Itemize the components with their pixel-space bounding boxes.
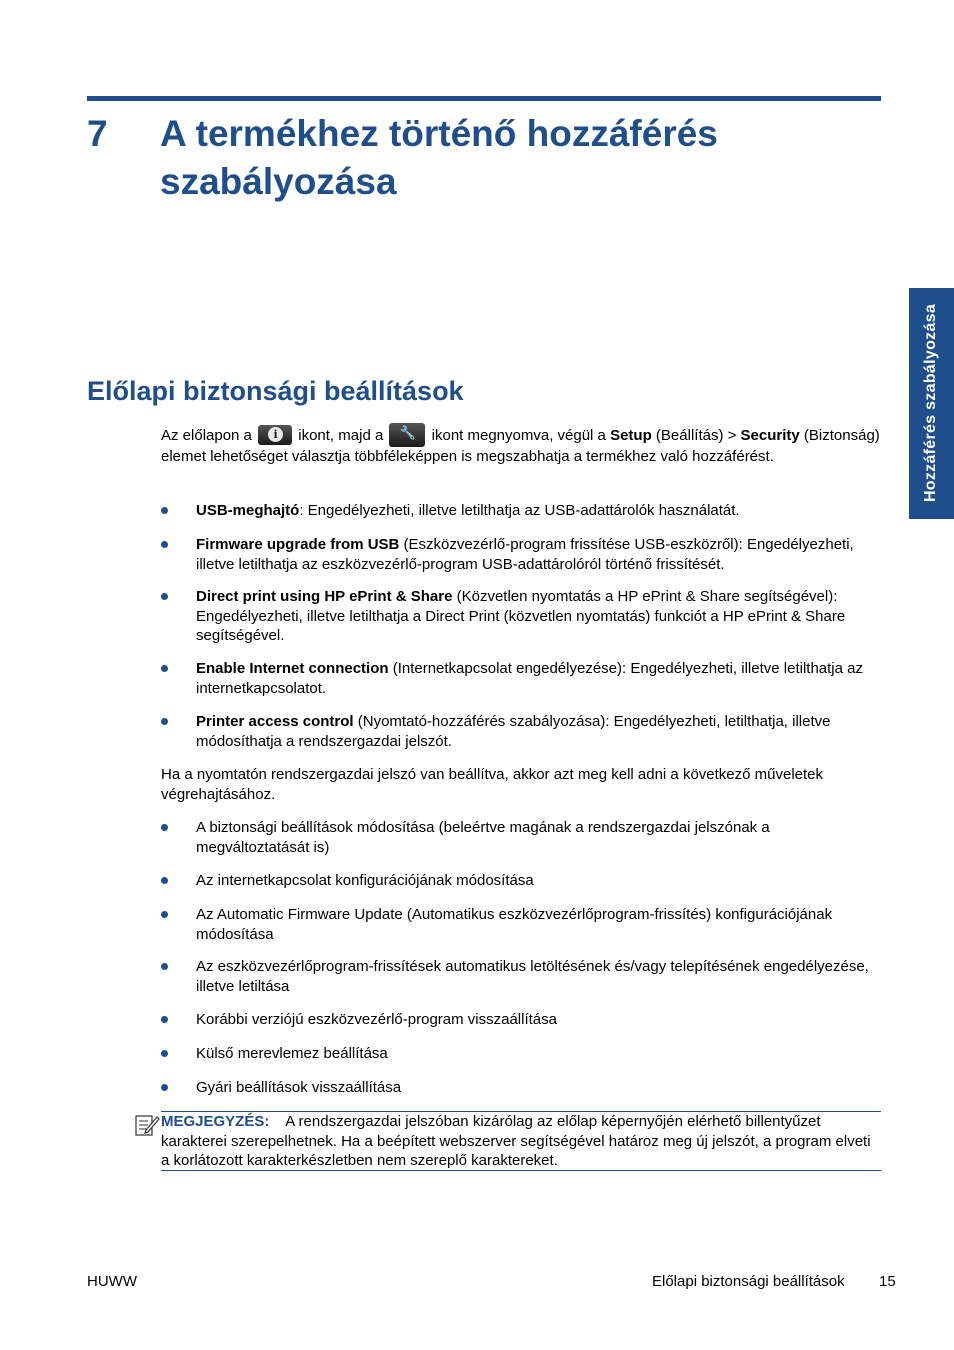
bullet-bold: USB-meghajtó (196, 502, 300, 519)
note-label: MEGJEGYZÉS: (161, 1113, 270, 1130)
bullet-text: Külső merevlemez beállítása (196, 1045, 388, 1062)
chapter-top-rule (87, 96, 881, 101)
bullet-dot (161, 824, 168, 831)
intro-setup: Setup (610, 427, 652, 444)
note (161, 1112, 881, 1171)
bullet-dot (161, 1050, 168, 1057)
bullet-text: Az eszközvezérlőprogram-frissítések automatikus letöltésének és/vagy telepítésének engedélyezése, illetve letiltása (196, 958, 869, 995)
bullet-dot (161, 593, 168, 600)
bullet-text: Az Automatic Firmware Update (Automatikus eszközvezérlőprogram-frissítés) konfigurációjának módosítása (196, 906, 833, 943)
bullet-dot (161, 718, 168, 725)
note-bottom-rule (161, 1170, 881, 1171)
bullet-bold: Printer access control (196, 713, 354, 730)
intro-security: Security (740, 427, 800, 444)
bullet-dot (161, 665, 168, 672)
wrench-icon (389, 423, 425, 447)
chapter-title-line-1: A termékhez történő hozzáférés (160, 113, 718, 154)
side-tab (909, 288, 954, 519)
bullet-text: Gyári beállítások visszaállítása (196, 1079, 402, 1096)
bullet-bold: Enable Internet connection (196, 660, 389, 677)
bullet-text: (Közvetlen nyomtatás a HP ePrint & Share segítségével): Engedélyezheti, illetve letilthatja a Direct Print (közvetlen nyomtatás) funkciót a HP ePrint & Share segítségével. (196, 588, 846, 644)
bullet-dot (161, 877, 168, 884)
bullet-text: (Nyomtató-hozzáférés szabályozása): Engedélyezheti, letilthatja, illetve módosíthatja a rendszergazdai jelszót. (196, 713, 831, 750)
intro-text-2: ikont, majd a (298, 427, 384, 444)
bullet-text: : Engedélyezheti, illetve letilthatja az USB-adattárolók használatát. (299, 502, 740, 519)
chapter-title (160, 110, 860, 206)
info-icon (258, 425, 292, 445)
bullet-dot (161, 1084, 168, 1091)
bullet-text: Az internetkapcsolat konfigurációjának módosítása (196, 872, 534, 889)
bullet-text: A biztonsági beállítások módosítása (beleértve magának a rendszergazdai jelszónak a megváltoztatását is) (196, 819, 770, 856)
bullet-dot (161, 911, 168, 918)
bullet-dot (161, 507, 168, 514)
paragraph-admin-password: Ha a nyomtatón rendszergazdai jelszó van beállítva, akkor azt meg kell adni a következő műveletek végrehajtásához. (161, 766, 824, 803)
section-title: Előlapi biztonsági beállítások (87, 376, 464, 406)
side-tab-label: Hozzáférés szabályozása (922, 303, 939, 503)
bullet-dot (161, 541, 168, 548)
intro-text-5: (Biztonság) elemet lehetőséget választja többféleképpen is megszabhatja a termékhez való hozzáférést. (161, 427, 880, 465)
bullet-text: (Internetkapcsolat engedélyezése): Engedélyezheti, illetve letilthatja az internetkapcsolatot. (196, 660, 863, 697)
footer-page-number: 15 (879, 1273, 896, 1290)
intro-text-1: Az előlapon a (161, 427, 252, 444)
intro-text-3: ikont megnyomva, végül a (431, 427, 606, 444)
footer-section: Előlapi biztonsági beállítások (652, 1273, 845, 1290)
note-text: A rendszergazdai jelszóban kizárólag az előlap képernyőjén elérhető billentyűzet karakterei szerepelhetnek. Ha a beépített webszerver segítségével határoz meg új jelszót, a program elveti a korlátozott karakterkészletben nem szereplő karaktereket. (161, 1113, 871, 1169)
bullet-text: (Eszközvezérlő-program frissítése USB-eszközről): Engedélyezheti, illetve letilthatja az eszközvezérlő-program USB-adattárolóról történő frissítését. (196, 536, 854, 573)
note-icon (134, 1113, 160, 1137)
intro-text-4: (Beállítás) > (655, 427, 737, 444)
chapter-title-line-2: szabályozása (160, 161, 397, 202)
footer-left: HUWW (87, 1273, 137, 1290)
chapter-number: 7 (87, 113, 108, 154)
intro-paragraph (161, 423, 883, 467)
bullet-dot (161, 1016, 168, 1023)
bullet-bold: Firmware upgrade from USB (196, 536, 400, 553)
bullet-bold: Direct print using HP ePrint & Share (196, 588, 453, 605)
bullet-text: Korábbi verziójú eszközvezérlő-program visszaállítása (196, 1011, 557, 1028)
bullet-dot (161, 963, 168, 970)
